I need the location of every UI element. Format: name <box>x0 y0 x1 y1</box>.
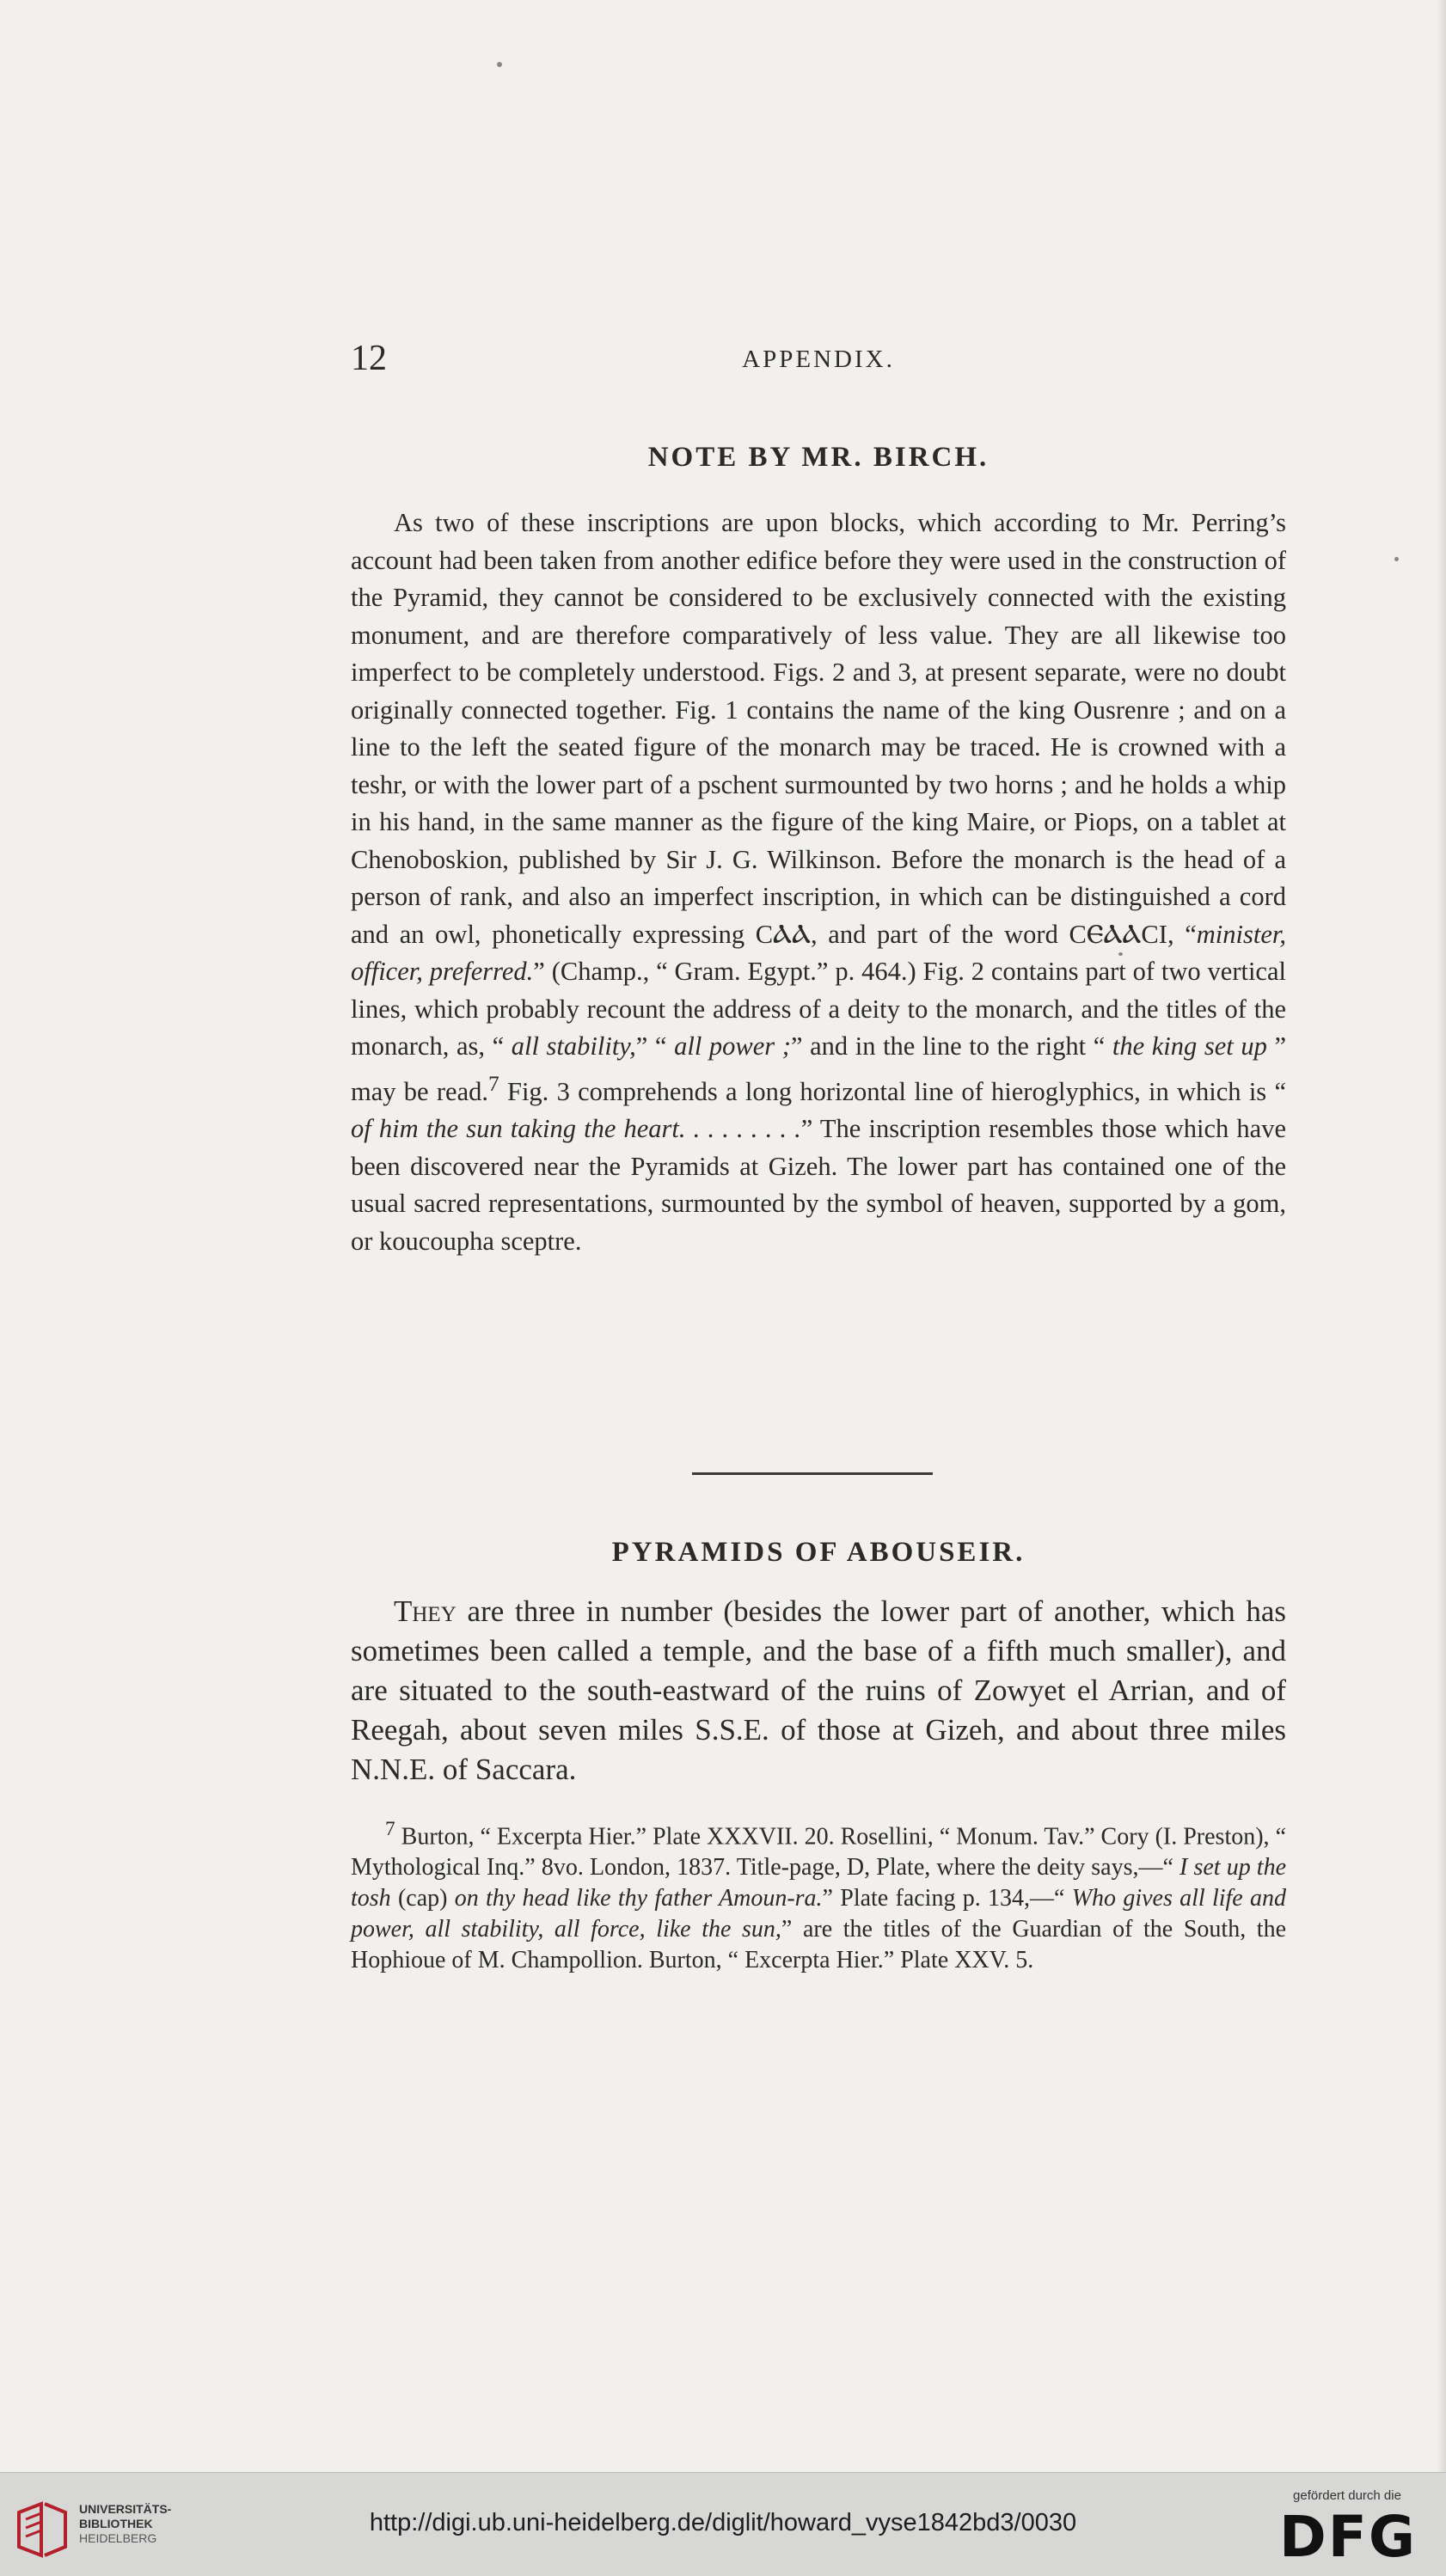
pyramids-title: PYRAMIDS OF ABOUSEIR. <box>611 1537 1026 1568</box>
pyramids-section <box>351 1533 1286 1571</box>
pyramids-body <box>351 1592 1286 1790</box>
pyramids-paragraph: They are three in number (besides the lower part of another, which has sometimes been called a temple, and the base of a fifth much smaller), and are situated to the south-eastward of the ruins of Zowyet el Arrian, and of Reegah, about seven miles S.S.E. of those at Gizeh, and about three miles N.N.E. of Saccara. <box>351 1594 1286 1786</box>
permalink-url[interactable]: http://digi.ub.uni-heidelberg.de/diglit/howard_vyse1842bd3/0030 <box>369 2509 1077 2536</box>
library-name: UNIVERSITÄTS- BIBLIOTHEK HEIDELBERG <box>79 2502 172 2545</box>
running-head: APPENDIX. <box>742 346 895 373</box>
scan-speck <box>497 62 502 67</box>
footnote-paragraph: $^7$ Burton, “ Excerpta Hier.” Plate XXXVII. 20. Rosellini, “ Monum. Tav.” Cory (I. Preston), “ Mythological Inq.” 8vo. London, 1837. Title-page, D, Plate, where the deity says,—“ I set up the tosh (cap) on thy head like thy father Amoun-ra.” Plate facing p. 134,—“ Who gives all life and power, all stability, all force, like the sun,” are the titles of the Guardian of the South, the Hophioue of M. Champollion. Burton, “ Excerpta Hier.” Plate XXV. 5. <box>351 1818 1287 1974</box>
footnote <box>351 1814 1286 1976</box>
dfg-logo[interactable]: DFG <box>1278 2504 1418 2570</box>
footnote-marker: 7 <box>385 1818 395 1840</box>
note-paragraph: As two of these inscriptions are upon blocks, which according to Mr. Perring’s account had been taken from another edifice before they were used in the construction of the Pyramid, they cannot be considered to be exclusively connected with the existing monument, and are therefore comparatively of less value. They are all likewise too imperfect to be completely understood. Figs. 2 and 3, at present separate, were no doubt originally connected together. Fig. 1 contains the name of the king Ousrenre ; and on a line to the left the seated figure of the monarch may be traced. He is crowned with a teshr, or with the lower part of a pschent surmounted by two horns ; and he holds a whip in his hand, in the same manner as the figure of the king Maire, or Piops, on a tablet at Chenoboskion, published by Sir J. G. Wilkinson. Before the monarch is the head of a person of rank, and also an imperfect inscription, in which can be distinguished a cord and an owl, phonetically expressing CⲀⲀ, and part of the word CⲈⲀⲀCI, “minister, officer, preferred.” (Champ., “ Gram. Egypt.” p. 464.) Fig. 2 contains part of two vertical lines, which probably recount the address of a deity to the monarch, and the titles of the monarch, as, “ all stability,” “ all power ;” and in the line to the right “ the king set up ” may be read.$^7$ Fig. 3 comprehends a long horizontal line of hieroglyphics, in which is “ of him the sun taking the heart. . . . . . . . .” The inscription resembles those which have been discovered near the Pyramids at Gizeh. The lower part has contained one of the usual sacred representations, surmounted by the symbol of heaven, supported by a gom, or koucoupha sceptre. <box>351 508 1287 1256</box>
note-section <box>351 438 1286 476</box>
page-number: 12 <box>351 339 387 378</box>
note-title: NOTE BY MR. BIRCH. <box>647 442 990 473</box>
viewer-footer <box>0 2472 1446 2576</box>
funding-note: gefördert durch die <box>1293 2488 1401 2503</box>
scan-speck <box>1394 557 1399 561</box>
coptic-word-2: CⲈⲀⲀCI <box>1069 919 1167 949</box>
coptic-word-1: CⲀⲀ <box>755 919 811 949</box>
note-body <box>351 505 1286 1260</box>
footnote-reference[interactable]: 7 <box>488 1071 499 1096</box>
page-header <box>351 337 1286 380</box>
section-divider <box>692 1472 933 1475</box>
lead-word: They <box>394 1594 456 1628</box>
